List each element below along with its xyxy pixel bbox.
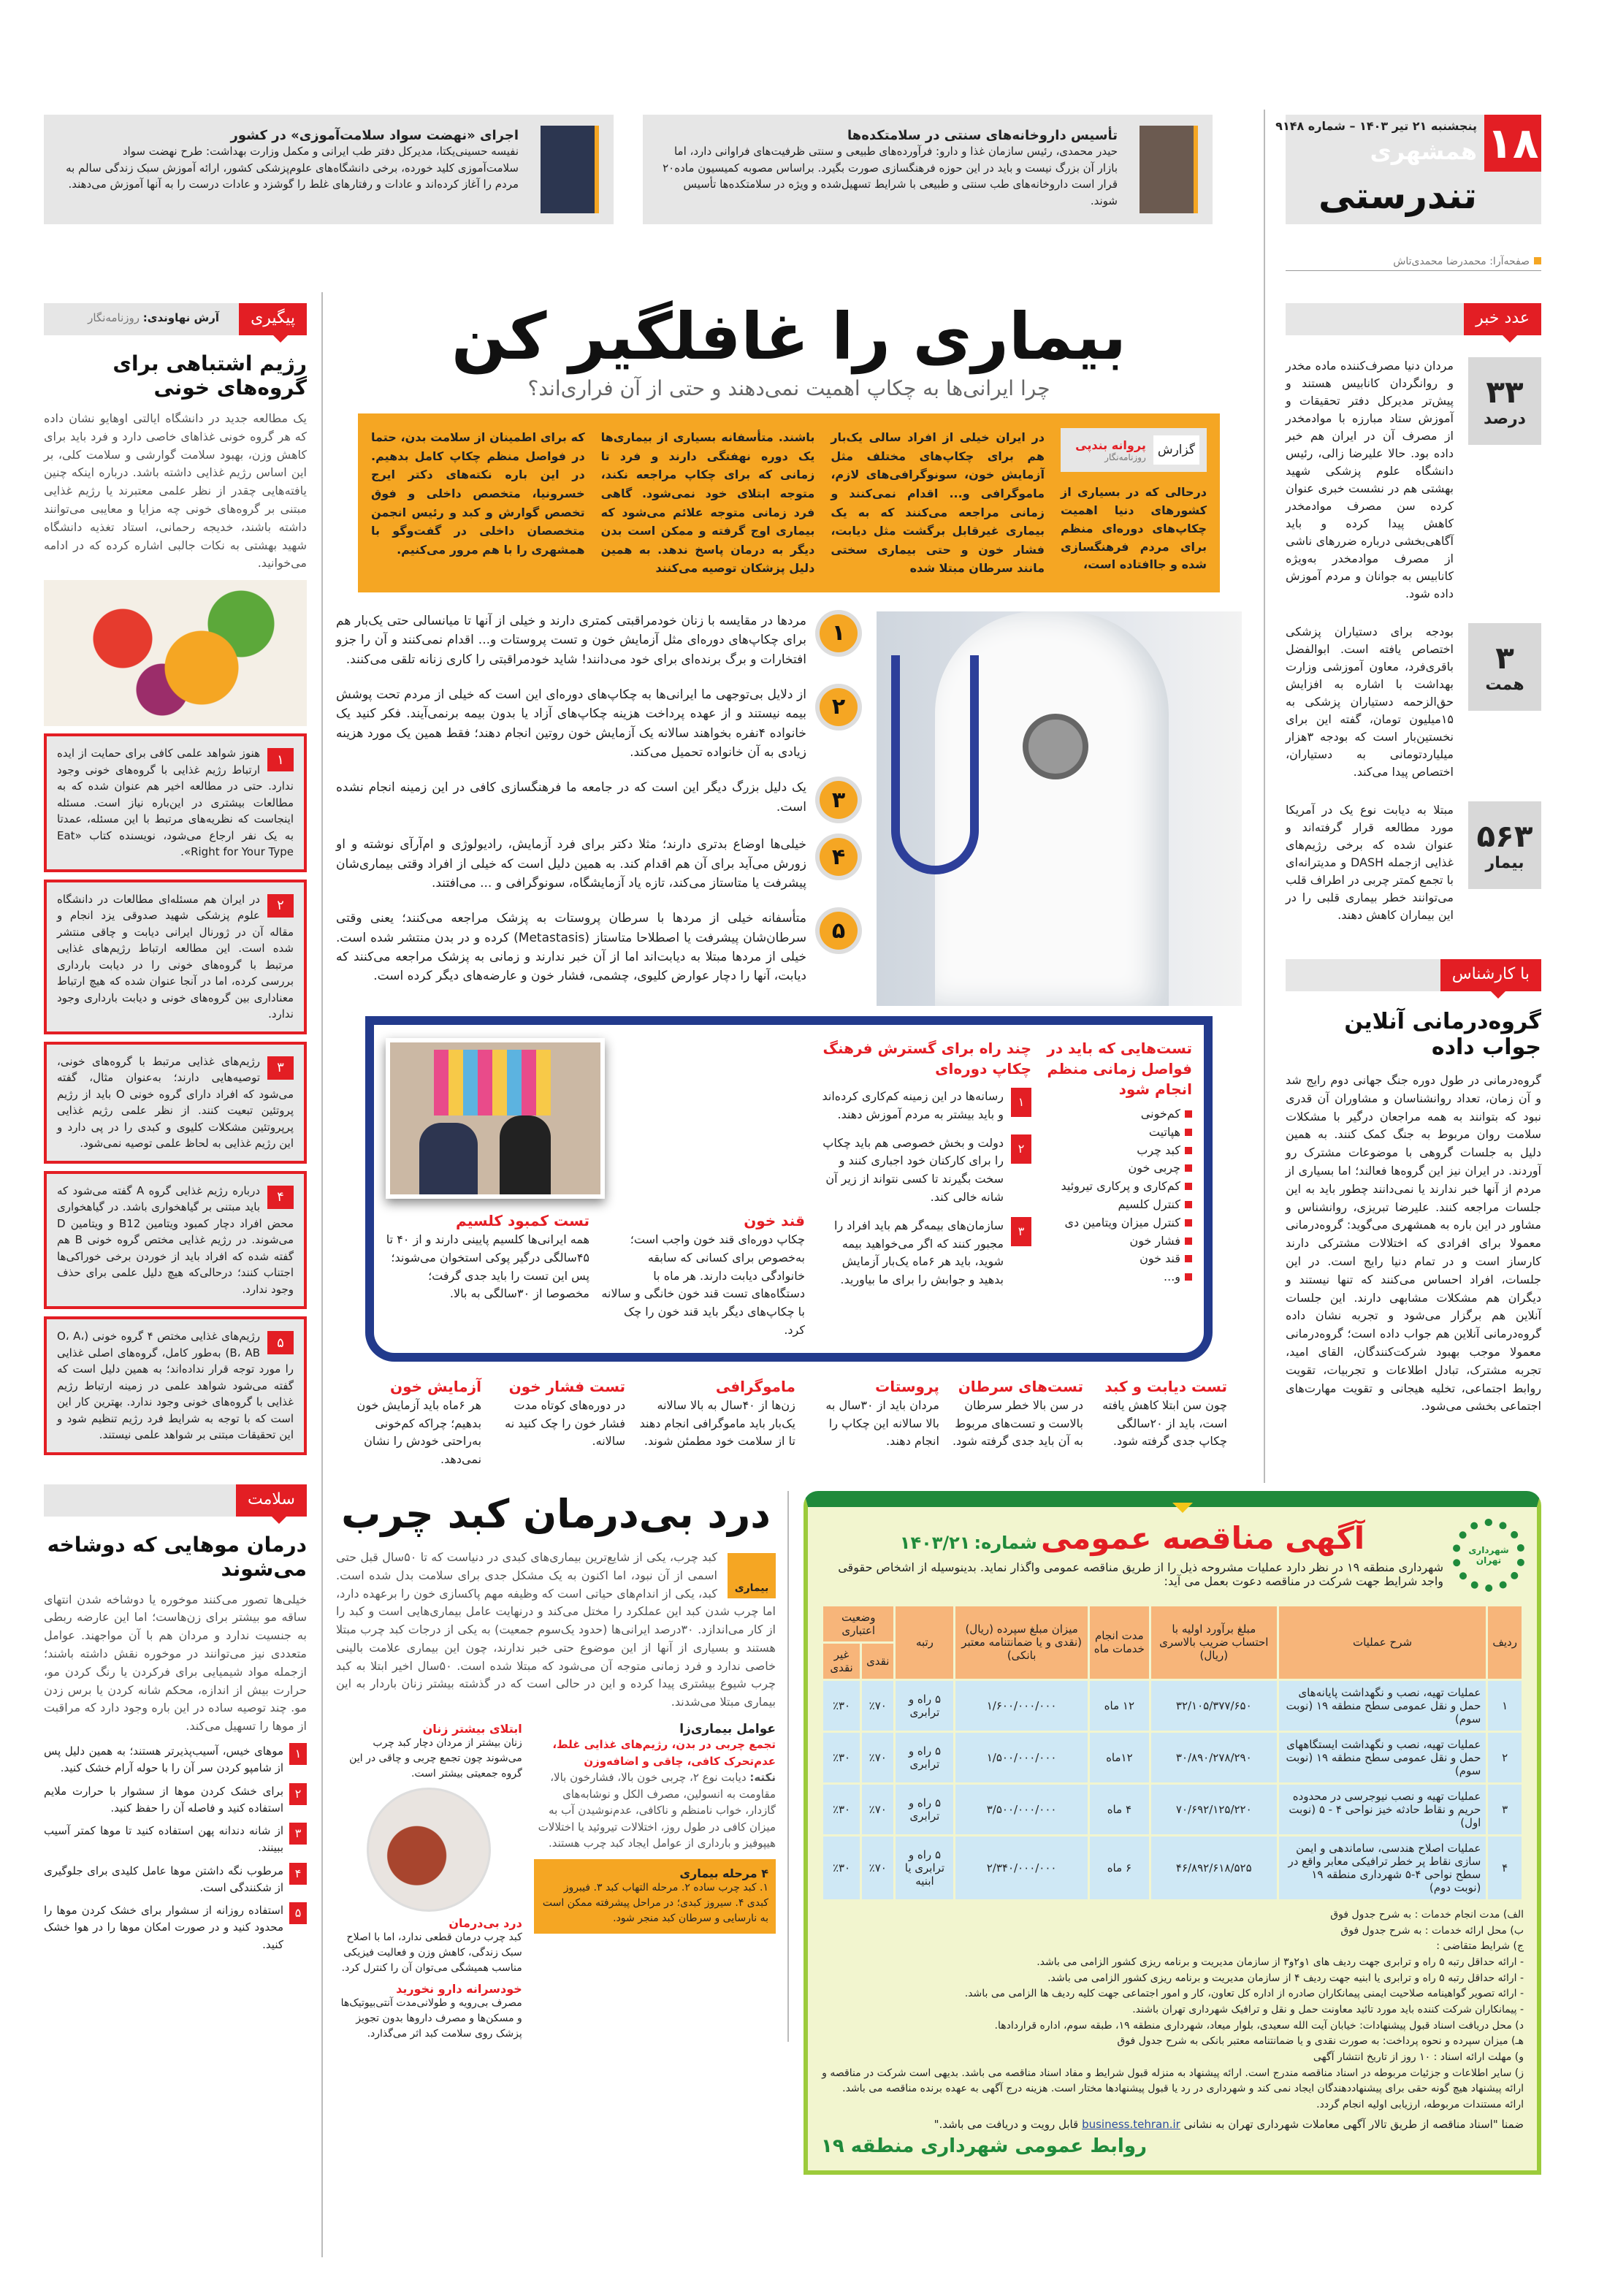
kicker: گزارش [1153,435,1199,465]
byline-name: آرش نهاوندی: [142,311,219,324]
test-label: قند خون [1140,1251,1180,1266]
table-header: ردیف [1488,1606,1522,1679]
main-title: بیماری را غافلگیر کن [451,299,1126,374]
condition-line: د) محل دریافت اسناد قبول پیشنهادات: خیابان آیت الله سعیدی، بلوار میعاد، شهرداری منطقه ۱۹، طبقه سوم، اداره قراردادها. [994,2019,1524,2032]
way-item [820,1134,1031,1207]
author-role: روزنامه‌نگار [1104,451,1146,462]
table-cell: ۵ راه و ترابری [896,1733,953,1782]
ad-title: آگهی مناقصه عمومی [1040,1519,1365,1556]
box-number: ۱ [267,748,294,771]
callout-title: آزمایش خون [390,1377,482,1395]
test-callout [953,1376,1083,1469]
fact-box [44,880,307,1034]
fruits-vegetables-image [44,580,307,726]
author-name: پروانه بندپی [1075,438,1146,452]
way-number: ۱ [1011,1088,1031,1117]
tip-number: ۱ [289,1743,307,1765]
table-header: شرح عملیات [1279,1606,1486,1679]
table-header: مدت انجام خدمات ماه [1090,1606,1149,1679]
way-text: رسانه‌ها در این زمینه کم‌کاری کرده‌اند و باید بیشتر به مردم آموزش دهند. [822,1088,1004,1121]
table-cell: ۳۰/۸۹۰/۲۷۸/۲۹۰ [1151,1733,1277,1782]
test-label: فشار خون [1129,1233,1180,1248]
table-cell: ٪۷۰ [862,1681,893,1731]
table-cell: ٪۳۰ [823,1733,860,1782]
tip-item [44,1743,307,1777]
stages-title: ۴ مرحله بیماری [679,1866,768,1880]
callout-title: ابتلای بیشتر زنان [422,1722,522,1736]
article-title: گروه‌درمانی آنلاین جواب داده [1344,1009,1541,1060]
callout-text: زنان بیشتر از مردان دچار کبد چرب می‌شوند چون تجمع چربی و چاقی در این گروه جمعیتی بیشتر است. [349,1737,522,1780]
column-divider [321,292,323,2257]
bottom-row [336,1491,1541,2175]
callout-title: تست دیابت و کبد [1104,1377,1227,1395]
box-text: در ایران هم مسئله‌ای مطالعات در دانشگاه علوم پزشکی شهید صدوقی یزد انجام و مقاله آن در ژورنال ایرانی دیابت و چاقی منتشر شده است. این مطالعه ارتباط رژیم‌های غذایی مرتبط با گروه‌های خونی را در دیابت بارداری بررسی کرده، اما در آنجا عنوان شده که هیچ ارتباط معناداری بین گروه‌های خونی و دیابت بارداری وجود ندارد. [57,892,294,1021]
left-column [44,303,307,1959]
condition-line: و) مهلت ارائه اسناد : ۱۰ روز از تاریخ انتشار آگهی [1313,2051,1524,2064]
tender-table [821,1604,1524,1902]
teaser-title: تأسیس داروخانه‌های سنتی در سلامتکده‌ها [847,128,1118,143]
test-callout [1096,1376,1227,1469]
info-callout [386,1210,589,1340]
table-header: نقدی [862,1644,893,1679]
test-label: و... [1164,1270,1180,1284]
callout-text: در سن بالا خطر سرطان بالاست و تست‌های مربوط به آن باید جدی گرفته شود. [952,1397,1083,1449]
callout-text: همه ایرانی‌ها کلسیم پایینی دارند و از ۴۰ تا ۴۵سالگی درگیر پوکی استخوان می‌شوند؛ پس این تست را باید جدی گرفت؛ مخصوصا از ۳۰سالگی به بالا. [386,1232,589,1301]
fact-box [44,733,307,872]
table-cell: عملیات تهیه و نصب نیوجرسی در محدوده حریم و نقاط حادثه خیز نواحی ۴ - ۵ (نوبت اول) [1279,1785,1486,1834]
center-flow [336,300,1541,2175]
hair-article [44,1533,307,1959]
article-title: درد بی‌درمان کبد چرب [341,1490,771,1537]
number-badge: ۲ [820,688,858,726]
stat-value: ۳ [1495,640,1514,676]
test-label: کنترل کلسیم [1118,1197,1180,1211]
test-item [1046,1105,1192,1124]
test-item [1046,1232,1192,1251]
callout-text: چون سن ابتلا کاهش یافته است، باید از ۲۰سالگی چکاپ جدی گرفته شود. [1102,1397,1227,1449]
infographic-frame [365,1016,1213,1362]
test-item [1046,1159,1192,1178]
stat-unit: درصد [1484,410,1526,428]
article-title: رژیم اشتباهی برای گروه‌های خونی [112,351,307,400]
designer-credit [1286,256,1541,271]
table-cell: عملیات تهیه، نصب و نگهداشت ایستگاههای حمل و نقل عمومی سطح منطقه ۱۹ (نوبت سوم) [1279,1733,1486,1782]
lead-text: باشند. متأسفانه بسیاری از بیماری‌ها یک دوره نهفتگی دارند و فرد تا زمانی که برای چکاپ مراجعه نکند، متوجه ابتلای خود نمی‌شود. گاهی فرد زمانی متوجه علائم می‌شود که بیماری اوج گرفته و ممکن است بدن دیگر به درمان پاسخ ندهد. به همین دلیل پزشکان توصیه می‌کنند [600,430,815,576]
table-header: غیر نقدی [823,1644,860,1679]
table-cell: ۱ [1488,1681,1522,1731]
reason-item [336,909,858,985]
liver-article [336,1491,789,2042]
table-header: میزان مبلغ سپرده (ریال) (نقدی و یا ضمانتنامه معتبر بانکی) [955,1606,1087,1679]
bottom-tests [351,1376,1227,1469]
followup-article [44,351,307,1462]
test-item [1046,1142,1192,1160]
main-feature [336,300,1242,1469]
table-cell: ٪۷۰ [862,1785,893,1834]
way-text: سازمان‌های بیمه‌گر هم باید افراد را مجبور کنند که اگر می‌خواهید بیمه شوید، باید هر ۶ماه یک‌بار آزمایش بدهید و جوابش را برای ما بیاورید. [834,1218,1004,1287]
note-label: نکته: [749,1771,776,1785]
reason-text: از دلایل بی‌توجهی ما ایرانی‌ها به چکاپ‌های دوره‌ای این است که خیلی از مردم تحت پوشش بیمه نیستند و از عهده پرداخت هزینه چکاپ‌های آزاد یا بدون بیمه برنمی‌آیند. فکر کنید یک خانواده ۴نفره بخواهند سالانه یک آزمایش خون روتین انجام دهند؛ فقط همین یک مورد هزینه زیادی به آن خانواده تحمیل می‌کند. [336,687,806,760]
callout-title: قند خون [744,1211,805,1229]
stat-value: ۳۳ [1486,374,1524,410]
main-subtitle: چرا ایرانی‌ها به چکاپ اهمیت نمی‌دهند و حتی از آن فراری‌اند؟ [527,376,1050,401]
callout-title: تست کمبود کلسیم [456,1211,589,1229]
table-cell: ۲/۳۴۰/۰۰۰/۰۰۰ [955,1837,1087,1899]
teaser-card [44,115,614,224]
number-badge: ۴ [820,838,858,876]
box-number: ۲ [267,894,294,918]
table-cell: ۴ [1488,1837,1522,1899]
test-label: چربی خون [1128,1161,1180,1175]
test-item [1046,1124,1192,1142]
tip-item [44,1863,307,1897]
number-badge: ۱ [820,614,858,652]
tests-list [1046,1038,1192,1286]
table-cell: ٪۷۰ [862,1837,893,1899]
section-title: تندرستی [1318,175,1477,217]
table-row [823,1681,1522,1731]
ways-list [820,1038,1031,1300]
callout-text: زن‌ها از ۴۰سال به بالا سالانه یک‌بار باید ماموگرافی انجام دهند تا از سلامت خود مطمئن شوند. [639,1397,795,1449]
fact-box [44,1171,307,1310]
table-row [823,1837,1522,1899]
callout-title: تست فشار خون [508,1377,626,1395]
condition-line: ج) شرایط متقاضی : [1436,1940,1524,1953]
callout-title: درد بی‌درمان [448,1916,522,1931]
test-item [1046,1214,1192,1232]
tip-text: استفاده روزانه از سشوار برای خشک کردن موها را محدود کنید و در صورت امکان موها را در هوا خشک کنید. [44,1904,283,1951]
tip-text: برای خشک کردن موها از سشوار با حرارت ملایم استفاده کنید و فاصله آن را حفظ کنید. [44,1784,283,1815]
ad-intro: شهرداری منطقه ۱۹ در نظر دارد عملیات مشروحه ذیل را از طریق مناقصه عمومی واگذار نماید. بدینوسیله از اشخاص حقوقی واجد شرایط جهت شرکت در مناقصه دعوت بعمل می آید: [838,1560,1443,1588]
section-label: عدد خبر [1464,303,1541,335]
reason-item [336,685,858,762]
fact-box [44,1042,307,1164]
reasons-list [336,611,858,1002]
table-cell: ٪۳۰ [823,1837,860,1899]
person-photo [541,126,599,213]
box-text: رژیم‌های غذایی مختص ۴ گروه خونی (O، A، B، AB) به‌طور کامل، گروه‌های اصلی غذایی را مورد توجه قرار نداده‌اند؛ به همین دلیل است که گفته می‌شود شواهد علمی در زمینه ارتباط رژیم غذایی با گروه‌های خونی وجود ندارد. بهترین کار این است که با توجه به شرایط فرد رژیم تنظیم شود و این تحقیقات مبتنی بر شواهد علمی نیستند. [57,1330,294,1442]
ad-number: ۱۴۰۳/۲۱ [899,1532,971,1553]
main-headline-block [336,300,1242,400]
points-row [336,611,1242,1006]
table-cell: ۱/۶۰۰/۰۰۰/۰۰۰ [955,1681,1087,1731]
condition-line: - ارائه حداقل رتبه ۵ راه و ترابری جهت ردیف های ۱و۲و۳ از سازمان مدیریت و برنامه ریزی کشور الزامی می باشد. [1037,1956,1524,1968]
teaser-body: نفیسه حسینی‌یکتا، مدیرکل دفتر طب ایرانی و مکمل وزارت بهداشت: طرح نهضت سواد سلامت‌آموزی کلید خورده، برخی دانشگاه‌های علوم‌پزشکی کشور، ارائه آموزش سبک زندگی سالم به مردم را آغاز کرده‌اند و عادات و رفتارهای غلط را گوشزد و عادات درست را به آنها آموزش می‌دهند. [66,145,519,191]
reason-text: خیلی‌ها اوضاع بدتری دارند؛ مثلا دکتر برای فرد آزمایش، رادیولوژی و ام‌آرآی نوشته و او زورش می‌آید برای آن هم اقدام کند. به همین دلیل است که خیلی از افراد وقتی بیماری‌شان پیشرفت یا متاستاز می‌کند، تازه یاد آزمایشگاه، سونوگرافی و ... می‌افتند. [336,837,806,891]
callout-text: هر ۶ماه باید آزمایش خون بدهیم؛ چراکه کم‌خونی به‌راحتی خودش را نشان نمی‌دهد. [356,1397,482,1467]
factors-list: تجمع چربی در بدن، رژیم‌های غذایی غلط، عدم‌تحرک کافی، چاقی و اضافه‌وزن [552,1738,776,1768]
table-cell: عملیات اصلاح هندسی، ساماندهی و ایمن سازی نقاط پر خطر ترافیکی معابر واقع در سطح نواحی ۴-۵ شهرداری منطقه ۱۹ (نوبت دوم) [1279,1837,1486,1899]
test-label: هپاتیت [1148,1124,1180,1139]
person-photo [1140,126,1198,213]
callout-title: ماموگرافی [715,1377,795,1395]
section-label-bar [44,1484,307,1517]
tip-item [44,1823,307,1857]
masthead [1275,115,1541,224]
callout-text: مصرف بی‌رویه و طولانی‌مدت آنتی‌بیوتیک‌ها و مسکن‌ها و مصرف داروها بدون تجویز پزشک روی سلامت کبد اثر می‌گذارد. [340,1997,522,2040]
box-text: هنوز شواهد علمی کافی برای حمایت از ایده ارتباط رژیم غذایی با گروه‌های خونی وجود ندارد. حتی در مطالعه اخیر هم عنوان شده که به مطالعات بیشتری در این‌باره نیاز است. مسئله اینجاست که نظریه‌های مرتبط با این مسئله، عمدتا به یک نفر ارجاع می‌شود، نویسنده کتاب «Eat Right for Your Type». [57,747,294,859]
condition-line: - ارائه حداقل رتبه ۵ راه و ترابری یا ابنیه جهت ردیف ۴ از سازمان مدیریت و برنامه ریزی کشور الزامی می باشد. [1047,1972,1524,1984]
condition-line: ز) سایر اطلاعات و جزئیات مربوطه در اسناد مناقصه مندرج است. ارائه پیشنهاد به منزله قبول شرایط و مفاد اسناد مناقصه می باشد. بدیهی است شرکت در مناقصه و ارائه پیشنهاد هیچ گونه حقی برای پیشنهاددهندگان ایجاد نمی کند و شهرداری در رد یا قبول پیشنهادها مختار است. هزینه درج آگهی به عهده برنده مناقصه می باشد. ارائه مستندات مربوطه، ارزیابی اولیه انجام گردد. [822,2067,1524,2111]
table-header: وضعیت اعتباری [823,1606,893,1641]
tip-number: ۴ [289,1863,307,1885]
callout-title: تست‌های سرطان [958,1377,1083,1395]
callout-text: چکاپ دوره‌ای قند خون واجب است؛ به‌خصوص برای کسانی که سابقه خانوادگی دیابت دارند. هر ماه با دستگاه‌های تست قند خون خانگی و سالانه با چکاپ‌های دیگر باید قند خون را چک کرد. [601,1232,805,1337]
table-cell: ٪۷۰ [862,1733,893,1782]
checkup-photo [386,1038,605,1199]
callout-title: خودسرانه دارو نخورید [396,1982,522,1996]
test-callout [638,1376,795,1469]
box-text: درباره رژیم غذایی گروه A گفته می‌شود که باید مبتنی بر گیاهخواری باشد. در گیاهخواری محض افراد دچار کمبود ویتامین B12 و ویتامین D می‌شوند. در رژیم غذایی مختص گروه خونی B هم گفته شده که افراد باید از خوردن برخی خوراکی‌ها اجتناب کنند؛ درحالی‌که هیچ دلیل علمی برای حذف وجود ندارد. [57,1183,294,1296]
tests-title: تست‌هایی که باید در فواصل زمانی منظم انجام شود [1047,1039,1192,1098]
byline-role: روزنامه‌نگار [88,311,140,324]
condition-line: الف) مدت انجام خدمات : به شرح جدول فوق [1330,1908,1524,1921]
table-cell: ۵ راه و ترابری [896,1681,953,1731]
section-label: سلامت [236,1484,307,1517]
table-cell: ۴۶/۸۹۲/۶۱۸/۵۲۵ [1151,1837,1277,1899]
table-cell: ٪۳۰ [823,1681,860,1731]
box-text: رژیم‌های غذایی مرتبط با گروه‌های خونی، توصیه‌هایی دارند؛ به‌عنوان مثال، گفته می‌شود که افراد دارای گروه خونی O باید از رژیم پروتئین تبعیت کنند. از نظر علمی رژیم غذایی پرپروتئین مشکلات کلیوی و کبدی را در پی دارد و این رژیم غذایی به لحاظ علمی توصیه نمی‌شود. [57,1054,294,1151]
infographic-photo-block [386,1038,805,1340]
box-number: ۳ [267,1056,294,1080]
tip-text: از شانه دندانه پهن استفاده کنید تا موها کمتر آسیب ببینند. [44,1824,283,1855]
box-number: ۴ [267,1186,294,1209]
test-label: کنترل میزان ویتامین دی [1064,1215,1180,1229]
condition-line: هـ) میزان سپرده و نحوه پرداخت: به صورت نقدی و یا ضمانتنامه معتبر بانکی به شرح جدول فوق [1117,2035,1524,2048]
reason-text: یک دلیل بزرگ دیگر این است که در جامعه ما فرهنگسازی کافی در این زمینه انجام نشده است. [336,780,806,815]
condition-line: - پیمانکاران شرکت کننده باید مورد تائید معاونت حمل و نقل و ترافیک شهرداری تهران باشند. [1132,2004,1524,2016]
table-cell: ۳/۵۰۰/۰۰۰/۰۰۰ [955,1785,1087,1834]
stat-text: مبتلا به دیابت نوع یک در آمریکا مورد مطالعه قرار گرفته‌اند و عنوان شده که برخی رژیم‌های غذایی ازجمله DASH و مدیترانه‌ای با تجمع کمتر چربی در اطراف قلب می‌توانند خطر بیماری قلبی را در این بیماران کاهش دهند. [1286,803,1454,922]
callout-title: پروستات [875,1377,939,1395]
table-row [823,1733,1522,1782]
table-cell: ۶ ماه [1090,1837,1149,1899]
reason-item [336,611,858,669]
table-cell: ۳ [1488,1785,1522,1834]
stat-unit: بیمار [1485,854,1524,872]
doctor-stethoscope-image [877,611,1242,1006]
test-item [1046,1196,1192,1214]
stages-text: ۱. کبد چرب ساده ۲. مرحله التهاب کبد ۳. فیبروز کبدی ۴. سیروز کبدی؛ در مراحل پیشرفته ممکن است به نارسایی و سرطان کبد منجر شود. [542,1881,768,1924]
info-callout [601,1210,805,1340]
reason-text: متأسفانه خیلی از مردها با سرطان پروستات به پزشک مراجعه می‌کنند؛ یعنی وقتی سرطان‌شان پیشرفت یا اصطلاحا متاستاز (Metastasis) کرده و در بدن منتشر شده است. خیلی از مردها مبتلا به دیابت‌اند اما از آن خبر ندارند و زمانی به پزشک مراجعه می‌کنند که دیابت، آنها را دچار عوارض کلیوی، چشمی، فشار خون و عارضه‌های دیگر کرده است. [336,911,806,984]
tip-text: موهای خیس، آسیب‌پذیرتر هستند؛ به همین دلیل پس از شامپو کردن سر آن را با حوله آرام خشک کنید. [44,1744,283,1775]
table-cell: ۷۰/۶۹۲/۱۲۵/۲۲۰ [1151,1785,1277,1834]
lead-box [358,413,1220,592]
test-callout [351,1376,481,1469]
way-text: دولت و بخش خصوصی هم باید چکاپ را برای کارکنان خود اجباری کنند و سخت بگیرند تا کسی نتواند از زیر آن شانه خالی کند. [822,1135,1004,1204]
teaser-title: اجرای «نهضت سواد سلامت‌آموزی» در کشور [230,128,519,143]
tip-number: ۲ [289,1783,307,1805]
article-body: خیلی‌ها تصور می‌کنند موخوره یا دوشاخه شدن انتهای ساقه مو بیشتر برای زن‌هاست؛ اما این عارضه ربطی به جنسیت ندارد و مردان هم با آن مواجهند. عوامل متعددی نیز می‌توانند در موخوره نقش داشته باشند؛ ازجمله مواد شیمیایی برای فرکردن یا رنگ کردن مو، حرارت بیش از اندازه، محکم شانه کردن یا برس زدن مو. چند توصیه ساده در این باره وجود دارد که مراقبت از موها را تسهیل می‌کند. [44,1592,307,1734]
reason-text: مردها در مقایسه با زنان خودمراقبتی کمتری دارند و خیلی از آنها تا میانسالی حتی یک‌بار هم برای چکاپ‌های دوره‌ای مثل آزمایش خون و تست پروستات و... اقدام نمی‌کنند و آن را جزو افتخارات و برگ برنده‌ای برای خود می‌دانند! شاید خودمراقبتی را کاری زنانه تلقی می‌کنند. [336,613,806,667]
table-row [823,1785,1522,1834]
tip-item [44,1783,307,1818]
callout-text: کبد چرب درمان قطعی ندارد، اما با اصلاح سبک زندگی، کاهش وزن و فعالیت فیزیکی مناسب همیشگی می‌توان آن را کنترل کرد. [341,1931,522,1975]
tender-ad [804,1491,1541,2175]
test-label: کم‌خونی [1140,1106,1180,1121]
table-cell: ۱/۵۰۰/۰۰۰/۰۰۰ [955,1733,1087,1782]
stages-box [534,1859,776,1934]
box-number: ۵ [267,1331,294,1354]
paper-logo: همشهری [1370,137,1477,165]
table-cell: ۳۲/۱۰۵/۳۷۷/۶۵۰ [1151,1681,1277,1731]
tender-footer-note [821,2118,1524,2131]
lead-text: درحالی که در بسیاری از کشورهای دنیا اهمیت چکاپ‌های دوره‌ای منظم برای مردم فرهنگسازی شده و جاافتاده است، [1061,485,1207,572]
ad-signature: روابط عمومی شهرداری منطقه ۱۹ [821,2135,1147,2157]
note-text: قابل رویت و دریافت می باشد." [934,2117,1079,2131]
way-number: ۳ [1011,1217,1031,1246]
fact-box [44,1316,307,1455]
table-cell: ۵ راه و ترابری [896,1785,953,1834]
date-line: پنجشنبه ۲۱ تیر ۱۴۰۳ – شماره ۹۱۴۸ [1275,119,1477,133]
condition-line: - ارائه تصویر گواهینامه صلاحیت ایمنی پیمانکاران صادره از اداره کل تعاون، کار و امور اجتماعی جهت کلیه ردیف ها الزامی می باشد. [964,1988,1524,2000]
section-label: با کارشناس [1440,959,1541,991]
kicker: بیماری [728,1553,776,1598]
designer-name: صفحه‌آرا: محمدرضا محمدی‌تاش [1393,256,1530,267]
stat-text: بودجه برای دستیاران پزشکی اختصاص یافته است. ابوالفضل باقری‌فرد، معاون آموزشی وزارت بهداشت با اشاره به افزایش حق‌الزحمه دستیاران پزشکی به ۱۵میلیون تومان، گفته این برای نخستین‌بار است که بودجه ۳هزار میلیاردتومانی به دستیاران، اختصاص پیدا می‌کند. [1286,625,1454,779]
test-label: کبد چرب [1137,1143,1180,1157]
number-badge: ۳ [820,781,858,819]
stat-text: مردان دنیا مصرف‌کننده ماده مخدر و روانگردان کانابیس هستند و پیش‌تر مدیرکل دفتر تحقیقات و آموزش ستاد مبارزه با موادمخدر از مصرف آن در ایران هم خبر داده بود. حالا علیرضا زالی، رئیس دانشگاه علوم پزشکی شهید بهشتی هم در نشست خبری عنوان کرده سن مصرف موادمخدر کاهش پیدا کرده و باید آگاهی‌بخشی درباره ضررهای ناشی از مصرف موادمخدر به‌ویژه کانابیس به جوانان و مردم آموزش داده شود. [1286,359,1454,600]
liver-image [367,1788,491,1912]
teaser-card [643,115,1213,224]
article-body: یک مطالعه جدید در دانشگاه ایالتی اوهایو نشان داده که هر گروه خونی غذاهای خاصی دارد و فرد باید برای کاهش وزن، بهبود سلامت گوارشی و سلامت کلی، بر این اساس رژیم غذایی داشته باشد. درباره اینکه چنین یافته‌هایی چقدر از نظر علمی معتبرند یا رژیم غذایی مبتنی بر گروه‌های خونی چه مزایا و معایبی می‌توانند داشته باشند، خدیجه رحمانی، استاد تغذیه دانشگاه شهید بهشتی به نکات جالبی اشاره کرده که در ادامه می‌خوانید. [44,411,307,571]
ad-number-label: شماره: [974,1532,1037,1553]
reason-item [336,778,858,819]
stat-value: ۵۶۳ [1476,818,1533,854]
table-cell: ٪۳۰ [823,1785,860,1834]
test-label: کم‌کاری و پرکاری تیروئید [1061,1179,1180,1194]
section-label: پیگیری [239,303,307,335]
lead-text: در ایران خیلی از افراد سالی یک‌بار هم برای چکاپ‌های مختلف مثل آزمایش خون، سونوگرافی‌های لازم، ماموگرافی و... اقدام نمی‌کنند و زمانی مراجعه می‌کنند که به یک بیماری غیرقابل برگشت مثل دیابت، فشار خون و حتی بیماری سختی مانند سرطان مبتلا شده [831,430,1045,576]
test-item [1046,1268,1192,1286]
stat-unit: همت [1485,676,1524,694]
number-badge: ۵ [820,912,858,950]
table-header: رتبه [896,1606,953,1679]
condition-line: ب) محل ارائه خدمات : به شرح جدول فوق [1340,1924,1524,1937]
test-callout [495,1376,625,1469]
byline [1061,428,1207,472]
article-title: درمان موهایی که دوشاخه می‌شوند [47,1532,307,1581]
tender-conditions [821,1907,1524,2113]
note-text: ضمنا "اسناد مناقصه از طریق تالار آگهی معاملات شهرداری تهران به نشانی [1183,2117,1524,2131]
table-header: مبلغ برآورد اولیه با احتساب ضریب بالاسری (ریال) [1151,1606,1277,1679]
page-number: ۱۸ [1484,115,1541,172]
table-cell: ۴ ماه [1090,1785,1149,1834]
test-callout [809,1376,939,1469]
teaser-body: حیدر محمدی، رئیس سازمان غذا و دارو: فرآورده‌های طبیعی و سنتی ظرفیت‌های فراوانی دارد، اما بازار آن بزرگ نیست و باید در این حوزه فرهنگسازی صورت بگیرد. براساس مصوبه کمیسیون ماده۲۰ قرار است داروخانه‌های طب سنتی و طبیعی با شرایط تسهیل‌شده و ویژه در سلامتکده‌ها تأسیس شوند. [663,145,1118,207]
note-text: دیابت نوع ۲، چربی خون بالا، فشارخون بالا، مقاومت به انسولین، مصرف الکل و نوشابه‌های گازدار، خواب نامنظم و ناکافی، عدم‌نوشیدن آب به میزان کافی در طول روز، اختلالات تیروئید یا اختلالات هیپوفیز و بارداری از عوامل ایجاد کبد چرب هستند. [538,1771,776,1850]
section-label-bar [44,303,307,335]
callout-text: در دوره‌های کوتاه مدت فشار خون را چک کنید نه سالانه. [505,1397,626,1449]
tip-number: ۵ [289,1902,307,1924]
way-item [820,1217,1031,1289]
test-item [1046,1178,1192,1196]
table-cell: ۲ [1488,1733,1522,1782]
article-body: گروه‌درمانی در طول دوره جنگ جهانی دوم رایج شد و آن زمان، تعداد روانشناسان و مشاوران آن قدری نبود که بتوانند به همه مراجعان درگیر با مشکلات سلامت روان مربوط به جنگ کمک کنند. به همین دلیل به جلسات گروهی با موضوعات مشترک رو آوردند. در ایران نیز این گروه‌ها فعالند؛ اما بسیاری از مردم از آنها خبر ندارند یا نمی‌دانند چطور باید به این جلسات مراجعه کنند. علیرضا تبریزی، روانشناس و مشاور در این باره به همشهری می‌گوید: گروه‌درمانی معمولا برای افرادی که اختلالات مشترکی دارند کارساز است و در تمام دنیا رایج است. در این جلسات، افراد احساس می‌کنند که تنها نیستند و دیگران هم مشکلات مشابهی دارند. این جلسات آنلاین هم برگزار می‌شود و تجربه نشان داده گروه‌درمانی آنلاین هم جواب داده است؛ گروه‌درمانی معمولا موجب بهبود شرکت‌کنندگان، القای امید، تجربه مشترک، تبادل اطلاعات و تجربیات، تقویت روابط اجتماعی، تخلیه هیجانی و تقویت مهارت‌های اجتماعی بخشی می‌شود. [1286,1073,1541,1414]
callout-text: مردان باید از ۳۰سال به بالا سالانه این چکاپ را انجام دهند. [825,1397,939,1449]
tip-item [44,1902,307,1953]
way-item [820,1088,1031,1124]
tip-number: ۳ [289,1823,307,1845]
table-cell: عملیات تهیه، نصب و نگهداشت پایانه‌های حمل و نقل عمومی سطح منطقه ۱۹ (نوبت سوم) [1279,1681,1486,1731]
reason-item [336,835,858,893]
table-cell: ۱۲ماه [1090,1733,1149,1782]
ways-title: چند راه برای گسترش فرهنگ چکاپ دوره‌ای [822,1039,1031,1078]
table-cell: ۱۲ ماه [1090,1681,1149,1731]
factors-title: عوامل بیماری‌زا [679,1722,776,1737]
business-tehran-link[interactable]: business.tehran.ir [1082,2117,1180,2131]
ad-marker [1172,1503,1193,1523]
lead-text: که برای اطمینان از سلامت بدن، حتما در فواصل منظم چکاپ کامل بدهیم. در این باره نکته‌های دکتر ایرج خسرونیا، متخصص داخلی و فوق تخصص گوارش و کبد و رئیس انجمن متخصصان داخلی در گفت‌وگو با همشهری را با هم مرور می‌کنیم. [370,430,585,557]
tehran-municipality-logo: شهرداری تهران [1452,1519,1525,1592]
article-body: کبد چرب، یکی از شایع‌ترین بیماری‌های کبدی در دنیاست که تا ۵۰سال قبل حتی اسمی از آن نبود، اما اکنون به یک مشکل جدی برای سلامت بدل شده است. کبد، یکی از اندام‌های حیاتی است که وظیفه مهم پاکسازی خون را برعهده دارد، اما چرب شدن کبد این عملکرد را مختل می‌کند و درنهایت عامل بیماری‌هایی است و کبد را از کار می‌اندازد. ۳۰درصد ایرانی‌ها (حدود یک‌سوم جمعیت) به یکی از درجات کبد چرب مبتلا هستند و بسیاری از آنها از این موضوع حتی خبر ندارند، چون این بیماری علامت بالینی خاصی ندارد و فرد زمانی متوجه آن می‌شود که مبتلا شده است. ۵۰سال اخیر ابتلا به کبد چرب شیوع بیشتری پیدا کرده و این در حالی است که در گذشته بیشتر زنان باردار به این بیماری مبتلا می‌شدند. [336,1549,776,1709]
test-item [1046,1250,1192,1268]
tip-text: مرطوب نگه داشتن موها عامل کلیدی برای جلوگیری از شکنندگی است. [44,1864,283,1894]
table-cell: ۵ راه و ترابری یا ابنیه [896,1837,953,1899]
way-number: ۲ [1011,1134,1031,1164]
